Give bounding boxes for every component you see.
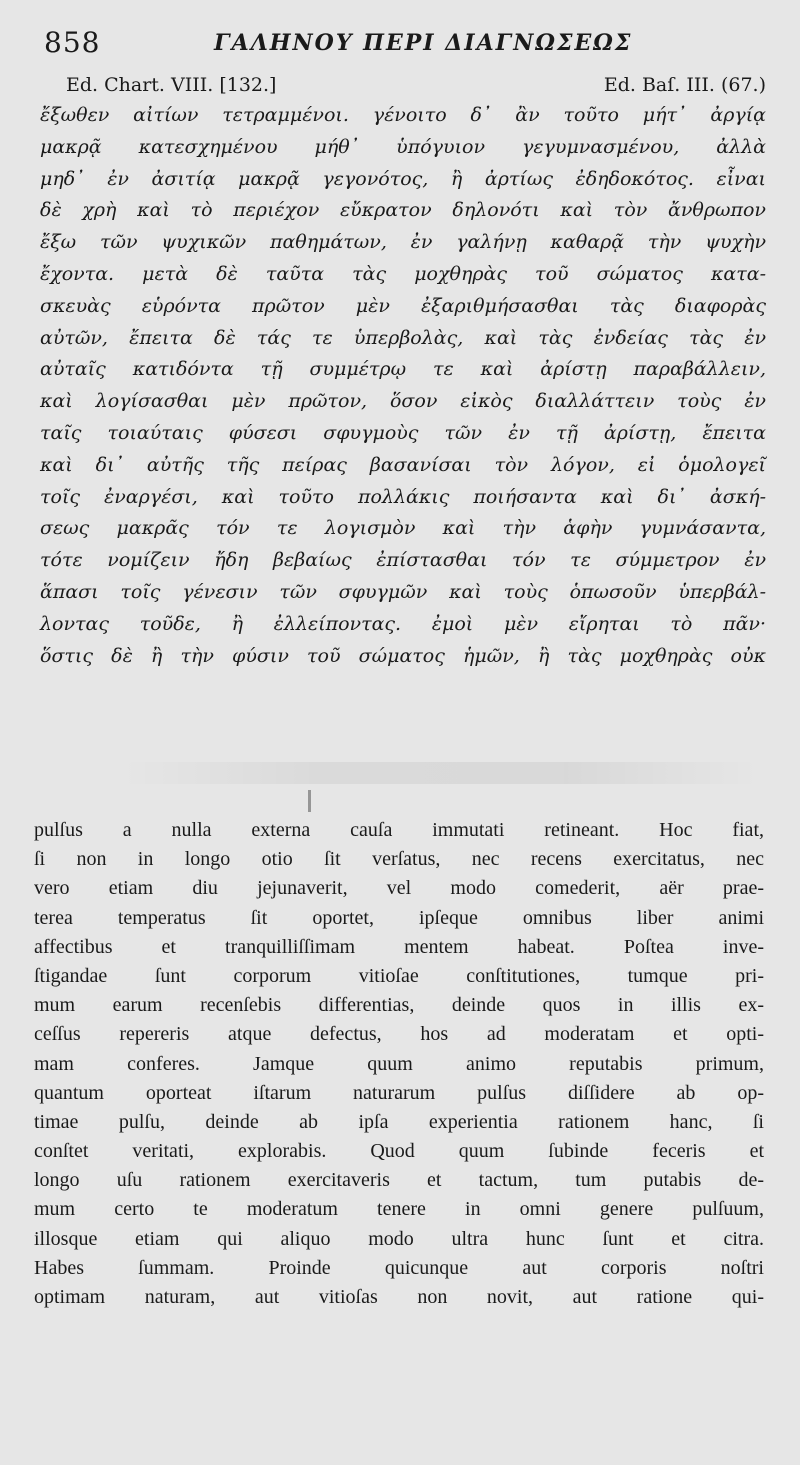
greek-line: καὶ λογίσασθαι μὲν πρῶτον, ὅσον εἰκὸς διαλλάττειν τοὺς ἐν [40,390,766,413]
greek-line: αὐταῖς κατιδόντα τῇ συμμέτρῳ τε καὶ ἀρίστῃ παραβάλλειν, [40,358,766,381]
greek-line: τοῖς ἐναργέσι, καὶ τοῦτο πολλάκις ποιήσαντα καὶ δι᾽ ἀσκή- [40,485,766,508]
greek-line: ἔχοντα. μετὰ δὲ ταῦτα τὰς μοχθηρὰς τοῦ σώματος κατα- [40,262,766,285]
greek-line: ὅστις δὲ ἢ τὴν φύσιν τοῦ σώματος ἡμῶν, ἢ τὰς μοχθηρὰς οὐκ [40,644,766,667]
greek-line: σεως μακρᾶς τόν τε λογισμὸν καὶ τὴν ἁφὴν γυμνάσαντα, [40,517,766,540]
running-title: ΓΑΛΗΝΟΥ ΠΕΡΙ ΔΙΑΓΝΩΣΕΩΣ [214,30,633,56]
page-header [0,0,800,96]
greek-text-block [40,100,766,672]
latin-line: ſtigandae ſunt corporum vitioſae conſtitutiones, tumque pri- [34,964,764,987]
latin-line: affectibus et tranquilliſſimam mentem habeat. Poſtea inve- [34,935,764,958]
latin-line: ceſſus repereris atque defectus, hos ad moderatam et opti- [34,1023,764,1046]
greek-line: αὐτῶν, ἔπειτα δὲ τάς τε ὑπερβολὰς, καὶ τὰς ἐνδείας τὰς ἐν [40,326,766,349]
latin-line: Habes ſummam. Proinde quicunque aut corporis noſtri [34,1256,764,1279]
latin-line: longo uſu rationem exercitaveris et tactum, tum putabis de- [34,1169,764,1192]
latin-line: pulſus a nulla externa cauſa immutati retineant. Hoc fiat, [34,819,764,841]
ink-mark [308,790,311,812]
edition-reference-chartier: Ed. Chart. VIII. [132.] [66,74,277,96]
greek-line: μηδ᾽ ἐν ἀσιτίᾳ μακρᾷ γεγονότος, ἢ ἀρτίως ἐδηδοκότος. εἶναι [40,167,766,190]
latin-line: conſtet veritati, explorabis. Quod quum ſubinde feceris et [34,1140,764,1163]
show-through-smudge [120,762,760,784]
greek-line: τότε νομίζειν ἤδη βεβαίως ἐπίστασθαι τόν τε σύμμετρον ἐν [40,549,766,572]
greek-line: δὲ χρὴ καὶ τὸ περιέχον εὔκρατον δηλονότι καὶ τὸν ἄνθρωπον [40,199,766,222]
latin-line: ſi non in longo otio ſit verſatus, nec recens exercitatus, nec [34,848,764,871]
greek-line: ταῖς τοιαύταις φύσεσι σφυγμοὺς τῶν ἐν τῇ ἀρίστῃ, ἔπειτα [40,421,766,444]
latin-text-block [34,816,764,1312]
latin-line: quantum oporteat iſtarum naturarum pulſus diſſidere ab op- [34,1081,764,1104]
greek-line: ἅπασι τοῖς γένεσιν τῶν σφυγμῶν καὶ τοὺς ὁπωσοῦν ὑπερβάλ- [40,580,766,603]
greek-line: σκευὰς εὑρόντα πρῶτον μὲν ἐξαριθμήσασθαι τὰς διαφορὰς [40,294,766,317]
latin-line: terea temperatus ſit oportet, ipſeque omnibus liber animi [34,906,764,929]
greek-line: ἔξω τῶν ψυχικῶν παθημάτων, ἐν γαλήνῃ καθαρᾷ τὴν ψυχὴν [40,231,766,254]
greek-line: καὶ δι᾽ αὐτῆς τῆς πείρας βασανίσαι τὸν λόγον, εἰ ὁμολογεῖ [40,453,766,476]
latin-line: mum certo te moderatum tenere in omni genere pulſuum, [34,1198,764,1221]
latin-line: optimam naturam, aut vitioſas non novit, aut ratione qui- [34,1286,764,1308]
latin-line: mam conferes. Jamque quum animo reputabis primum, [34,1052,764,1075]
latin-line: mum earum recenſebis differentias, deinde quos in illis ex- [34,994,764,1017]
greek-line: μακρᾷ κατεσχημένου μήθ᾽ ὑπόγυιον γεγυμνασμένου, ἀλλὰ [40,135,766,158]
latin-line: timae pulſu, deinde ab ipſa experientia rationem hanc, ſi [34,1110,764,1133]
edition-reference-basel: Ed. Baſ. III. (67.) [603,74,766,96]
page-number: 858 [44,26,101,59]
latin-line: vero etiam diu jejunaverit, vel modo comederit, aër prae- [34,877,764,900]
greek-line: ἔξωθεν αἰτίων τετραμμένοι. γένοιτο δ᾽ ἂν τοῦτο μήτ᾽ ἀργίᾳ [40,104,766,126]
latin-line: illosque etiam qui aliquo modo ultra hunc ſunt et citra. [34,1227,764,1250]
greek-line: λοντας τοῦδε, ἢ ἐλλείποντας. ἐμοὶ μὲν εἴρηται τὸ πᾶν· [40,612,766,635]
